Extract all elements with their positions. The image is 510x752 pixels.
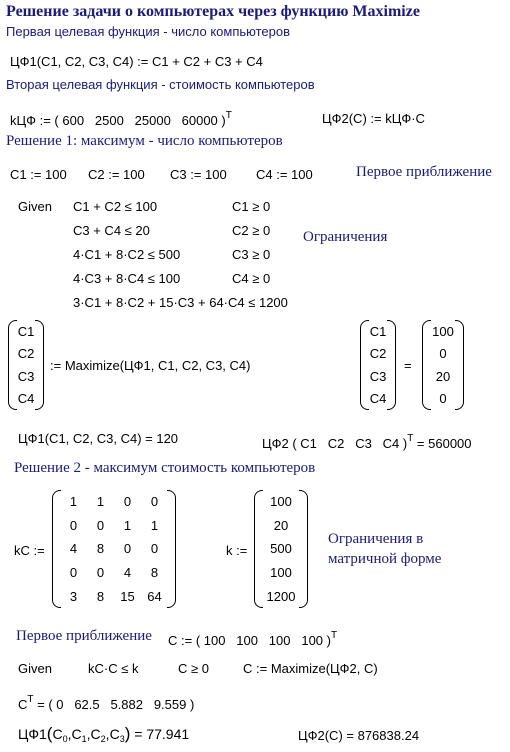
ct-result[interactable] [18,692,194,713]
given-keyword[interactable]: Given [18,199,52,214]
vector-cell: C3 [369,368,387,384]
init2-definition[interactable] [168,628,337,649]
ct-base: C [18,697,28,712]
matrix-cell: 4 [123,565,132,581]
f2-result-value: = 560000 [413,436,472,451]
vector-cell: C2 [369,346,387,362]
transpose-mark: T [27,694,34,705]
k-vector[interactable] [254,490,308,608]
close-paren: ) [124,724,131,743]
f2-label: Вторая целевая функция - стоимость компьютеров [6,77,315,92]
f1-result[interactable]: ЦФ1(C1, C2, C3, C4) = 120 [18,431,179,446]
f1-result-2[interactable] [18,726,189,747]
arg-index: 1 [81,734,87,744]
constraint-1[interactable]: C1 + C2 ≤ 100 [73,199,158,214]
matrix-cell: 0 [150,541,159,557]
matrix-cell: 0 [96,565,105,581]
arg-base: C [71,726,82,742]
maximize-call[interactable]: := Maximize(ЦФ1, C1, C2, C3, C4) [50,358,251,373]
arg-base: C [90,726,101,742]
matrix-cell: 0 [123,541,132,557]
f1-result-2-func: ЦФ1 [18,726,47,742]
constraint-4[interactable]: 4·C3 + 8·C4 ≤ 100 [73,271,181,286]
arg-index: 0 [62,734,68,744]
matrix-cell: 15 [120,588,135,604]
vector-cell: 500 [270,541,292,557]
first-approximation-note: Первое приближение [356,164,492,180]
transpose-mark: T [330,630,338,641]
result-value-vector [422,320,464,410]
f1-definition[interactable]: ЦФ1(C1, C2, C3, C4) := C1 + C2 + C3 + C4 [10,54,263,69]
matrix-cell: 1 [150,517,159,533]
matrix-cell: 1 [69,494,78,510]
matrix-cell: 0 [150,494,159,510]
kcf-text: kЦФ := ( 600 2500 25000 60000 ) [10,113,226,128]
constraint-5[interactable]: 3·C1 + 8·C2 + 15·C3 + 64·C4 ≤ 1200 [73,295,288,310]
ct-values: = ( 0 62.5 5.882 9.559 ) [33,697,195,712]
matrix-cell: 8 [150,565,159,581]
vector-cell: 100 [270,494,292,510]
vector-cell: 20 [435,368,451,384]
transpose-mark: T [225,110,232,121]
open-paren: ( [46,724,53,743]
transpose-mark: T [407,433,414,444]
f1-label: Первая целевая функция - число компьютеров [6,24,291,39]
arg-index: 2 [100,734,106,744]
maximize-call-2[interactable]: C := Maximize(ЦФ2, C) [243,661,378,676]
vector-cell: 100 [270,565,292,581]
matrix-note-line-1: Ограничения в [328,531,424,547]
vector-cell: C2 [17,346,35,362]
arg-separator: , [67,726,72,742]
init-c2[interactable]: C2 := 100 [88,167,145,182]
given-keyword-2[interactable]: Given [18,661,52,676]
nonneg-c2[interactable]: C2 ≥ 0 [232,223,271,238]
matrix-cell: 8 [96,541,105,557]
vector-cell: C4 [17,391,35,407]
kcf-definition[interactable] [10,108,232,129]
kc-matrix[interactable] [52,490,176,608]
vector-cell: C1 [17,323,35,339]
first-approximation-note-2: Первое приближение [16,628,152,644]
matrix-cell: 0 [123,494,132,510]
k-label[interactable]: k := [226,543,248,558]
nonneg-constraint[interactable]: C ≥ 0 [178,661,209,676]
arg-index: 3 [119,734,125,744]
arg-base: C [109,726,120,742]
page-title: Решение задачи о компьютерах через функцию Maximize [6,3,420,20]
f1-result-2-value: = 77.941 [130,726,190,742]
constraints-note: Ограничения [303,229,388,245]
vector-cell: 1200 [266,588,296,604]
constraint-3[interactable]: 4·C1 + 8·C2 ≤ 500 [73,247,181,262]
arg-separator: , [86,726,91,742]
nonneg-c1[interactable]: C1 ≥ 0 [232,199,271,214]
vector-cell: 100 [432,323,454,339]
matrix-cell: 0 [69,565,78,581]
matrix-cell: 4 [69,541,78,557]
nonneg-c4[interactable]: C4 ≥ 0 [232,271,271,286]
init-c3[interactable]: C3 := 100 [170,167,227,182]
init-c1[interactable]: C1 := 100 [10,167,67,182]
f2-result[interactable] [262,431,472,452]
matrix-cell: 64 [147,588,162,604]
constraint-2[interactable]: C3 + C4 ≤ 20 [73,223,150,238]
f2-definition[interactable]: ЦФ2(C) := kЦФ·C [322,111,425,126]
result-equals: = [404,358,412,373]
matrix-constraint[interactable]: kC·C ≤ k [88,661,139,676]
init-c4[interactable]: C4 := 100 [256,167,313,182]
vector-cell: 20 [273,517,289,533]
matrix-cell: 0 [96,517,105,533]
solution-1-label: Решение 1: максимум - число компьютеров [6,133,283,149]
matrix-cell: 3 [69,588,78,604]
arg-base: C [52,726,63,742]
solution-2-label: Решение 2 - максимум стоимость компьютеров [14,460,316,476]
arg-separator: , [105,726,110,742]
vector-cell: C4 [369,391,387,407]
matrix-cell: 0 [69,517,78,533]
vector-cell: C1 [369,323,387,339]
f2-result-call: ЦФ2 ( C1 C2 C3 C4 ) [262,436,408,451]
result-var-vector[interactable] [360,320,396,410]
matrix-cell: 1 [96,494,105,510]
vector-cell: 0 [439,391,447,407]
f2-result-2[interactable]: ЦФ2(C) = 876838.24 [298,728,420,743]
nonneg-c3[interactable]: C3 ≥ 0 [232,247,271,262]
matrix-cell: 1 [123,517,132,533]
maximize-var-vector[interactable] [8,320,44,410]
vector-cell: C3 [17,368,35,384]
matrix-note-line-2: матричной форме [328,551,442,567]
kc-label[interactable]: kC := [14,543,45,558]
vector-cell: 0 [439,346,447,362]
matrix-cell: 8 [96,588,105,604]
init2-text: C := ( 100 100 100 100 ) [168,633,331,648]
